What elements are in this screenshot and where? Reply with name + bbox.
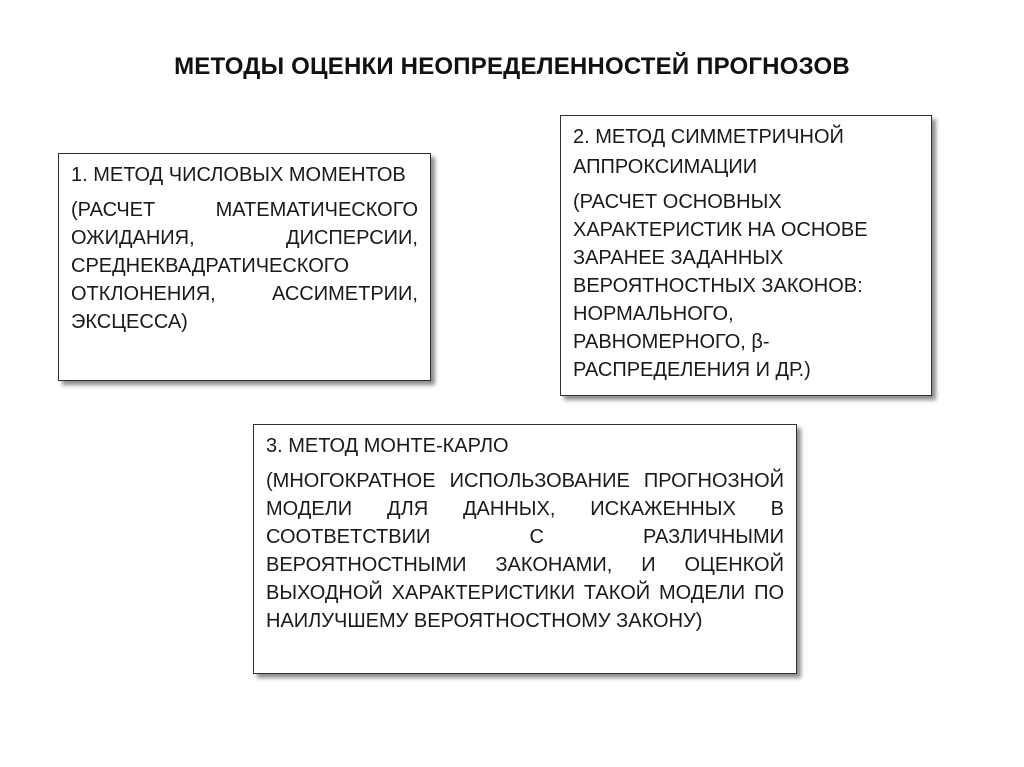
description-line: РАВНОМЕРНОГО, β-	[573, 331, 770, 353]
page-title: МЕТОДЫ ОЦЕНКИ НЕОПРЕДЕЛЕННОСТЕЙ ПРОГНОЗОВ	[174, 53, 850, 80]
method-heading: 3. МЕТОД МОНТЕ-КАРЛО	[266, 435, 509, 457]
description-line: ВЕРОЯТНОСТНЫХ ЗАКОНОВ:	[573, 275, 863, 297]
method-box-numerical-moments	[58, 153, 431, 381]
description-line: ХАРАКТЕРИСТИК НА ОСНОВЕ	[573, 219, 868, 241]
method-description	[573, 188, 919, 384]
description-line: РАСПРЕДЕЛЕНИЯ И ДР.)	[573, 359, 811, 381]
description-line: НОРМАЛЬНОГО,	[573, 303, 734, 325]
description-line: (РАСЧЕТ ОСНОВНЫХ	[573, 191, 782, 213]
method-heading: 1. МЕТОД ЧИСЛОВЫХ МОМЕНТОВ	[71, 164, 406, 186]
description-line: ЗАРАНЕЕ ЗАДАННЫХ	[573, 247, 784, 269]
method-description: (МНОГОКРАТНОЕ ИСПОЛЬЗОВАНИЕ ПРОГНОЗНОЙ МОДЕЛИ ДЛЯ ДАННЫХ, ИСКАЖЕННЫХ В СООТВЕТСТВИИ С РАЗЛИЧНЫМИ ВЕРОЯТНОСТНЫМИ ЗАКОНАМИ, И ОЦЕНКОЙ ВЫХОДНОЙ ХАРАКТЕРИСТИКИ ТАКОЙ МОДЕЛИ ПО НАИЛУЧШЕМУ ВЕРОЯТНОСТНОМУ ЗАКОНУ)	[266, 470, 784, 632]
method-box-monte-carlo	[253, 424, 797, 674]
method-description: (РАСЧЕТ МАТЕМАТИЧЕСКОГО ОЖИДАНИЯ, ДИСПЕРСИИ, СРЕДНЕКВАДРАТИЧЕСКОГО ОТКЛОНЕНИЯ, АССИМЕТРИИ, ЭКСЦЕССА)	[71, 199, 418, 333]
method-heading: 2. МЕТОД СИММЕТРИЧНОЙ АППРОКСИМАЦИИ	[573, 126, 844, 178]
method-box-symmetric-approximation	[560, 115, 932, 396]
